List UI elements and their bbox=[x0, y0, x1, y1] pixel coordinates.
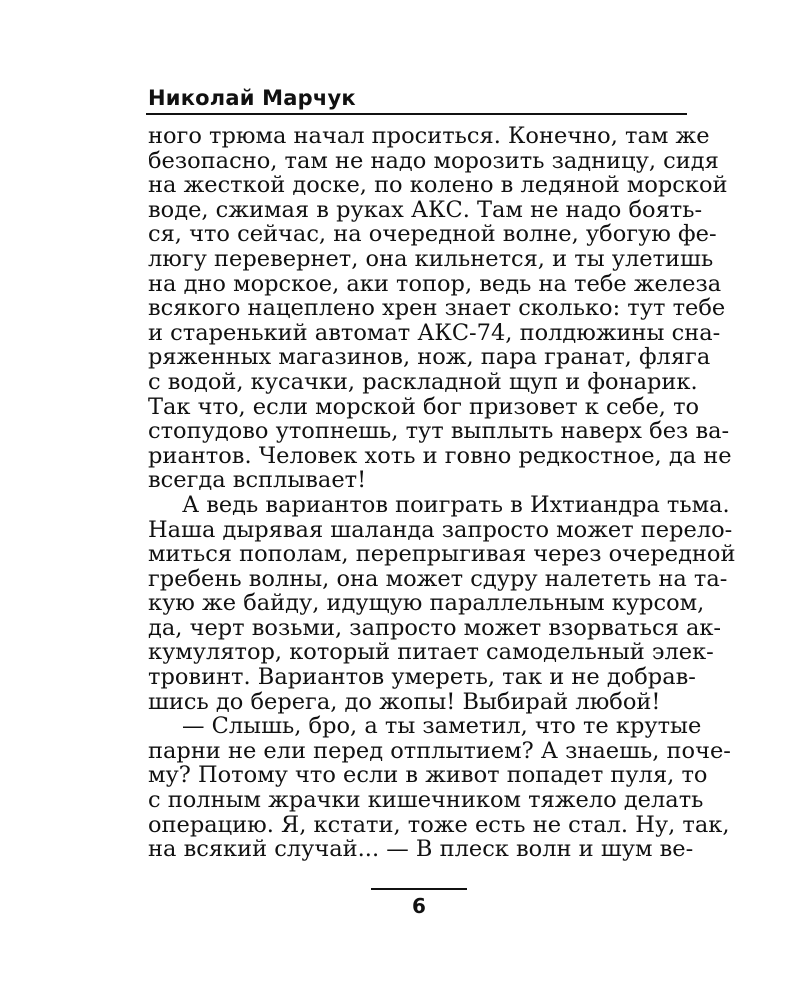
text-line: и старенький автомат АКС-74, полдюжины сна- bbox=[148, 319, 721, 346]
text-line: парни не ели перед отплытием? А знаешь, поче- bbox=[148, 737, 731, 764]
text-line: кумулятор, который питает самодельный элек- bbox=[148, 639, 714, 666]
text-line: на жесткой доске, по колено в ледяной морской bbox=[148, 172, 728, 199]
text-line: с полным жрачки кишечником тяжело делать bbox=[148, 787, 704, 814]
running-header-author: Николай Марчук bbox=[148, 86, 356, 110]
text-line: стопудово утопнешь, тут выплыть наверх без ва- bbox=[148, 418, 730, 445]
text-line: гребень волны, она может сдуру налететь на та- bbox=[148, 565, 728, 592]
text-line: му? Потому что если в живот попадет пуля, то bbox=[148, 762, 708, 789]
text-line: на всякий случай... — В плеск волн и шум ве- bbox=[148, 836, 694, 863]
text-line: воде, сжимая в руках АКС. Там не надо боять- bbox=[148, 196, 703, 223]
text-line: ся, что сейчас, на очередной волне, убогую фе- bbox=[148, 221, 717, 248]
text-line: кую же байду, идущую параллельным курсом, bbox=[148, 590, 705, 617]
text-line: Наша дырявая шаланда запросто может перело- bbox=[148, 516, 733, 543]
text-line: с водой, кусачки, раскладной щуп и фонарик. bbox=[148, 368, 698, 395]
text-line: операцию. Я, кстати, тоже есть не стал. Ну, так, bbox=[148, 811, 730, 838]
text-line: риантов. Человек хоть и говно редкостное, да не bbox=[148, 442, 732, 469]
text-line: тровинт. Вариантов умереть, так и не добрав- bbox=[148, 664, 696, 691]
text-line-paragraph-start: — Слышь, бро, а ты заметил, что те крутые bbox=[182, 713, 702, 740]
text-line: всякого нацеплено хрен знает сколько: тут тебе bbox=[148, 295, 726, 322]
text-line: на дно морское, аки топор, ведь на тебе железа bbox=[148, 270, 722, 297]
text-line: да, черт возьми, запросто может взорваться ак- bbox=[148, 614, 722, 641]
text-line: Так что, если морской бог призовет к себе, то bbox=[148, 393, 700, 420]
footer-rule bbox=[371, 888, 467, 890]
page-number: 6 bbox=[412, 894, 426, 918]
text-line: ного трюма начал проситься. Конечно, там же bbox=[148, 123, 710, 149]
body-text bbox=[148, 123, 736, 863]
text-line: люгу перевернет, она кильнется, и ты улетишь bbox=[148, 245, 714, 272]
text-line: ряженных магазинов, нож, пара гранат, фляга bbox=[148, 344, 711, 371]
text-line: безопасно, там не надо морозить задницу, сидя bbox=[148, 147, 719, 174]
text-line-paragraph-end: шись до берега, до жопы! Выбирай любой! bbox=[148, 688, 661, 715]
text-line-paragraph-end: всегда всплывает! bbox=[148, 467, 367, 494]
text-line: миться пополам, перепрыгивая через очередной bbox=[148, 541, 736, 568]
header-rule bbox=[146, 113, 687, 115]
text-line-paragraph-start: А ведь вариантов поиграть в Ихтиандра тьма. bbox=[182, 491, 730, 518]
